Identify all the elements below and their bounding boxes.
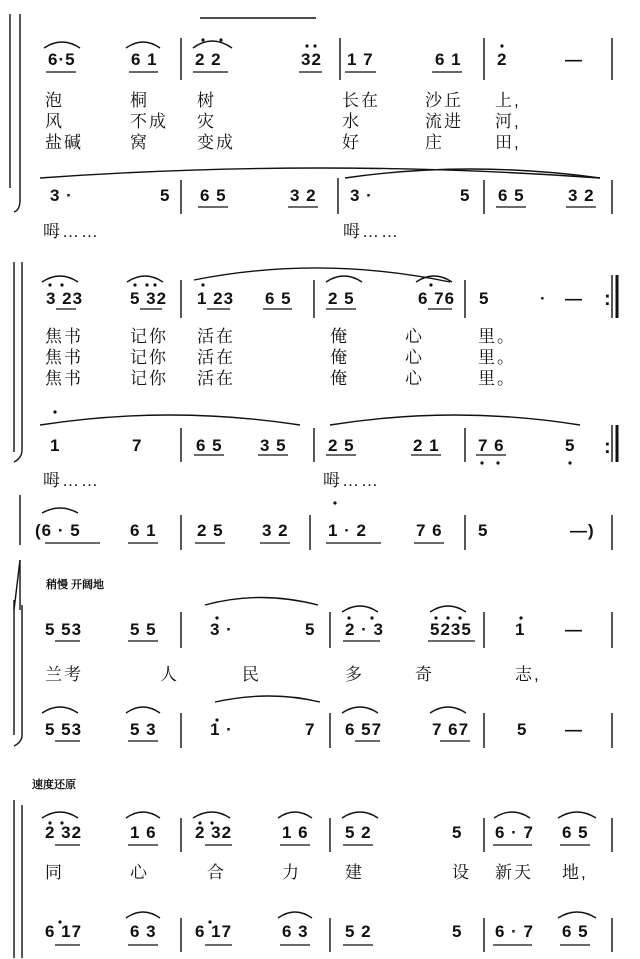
- repeat-mark-upper: :: [604, 288, 611, 310]
- interlude-note-group: 7 6: [416, 521, 443, 540]
- lyric-syllable: 河,: [495, 112, 521, 131]
- note-group: 3 23: [46, 289, 84, 308]
- interlude-note-group: 1 · 2: [328, 521, 368, 540]
- note-group: 3 ·: [350, 186, 373, 205]
- lyric-syllable: 多: [345, 665, 364, 684]
- note-group: ·: [540, 289, 547, 308]
- lyric-syllable: 泡: [45, 91, 64, 110]
- note-group: 1: [515, 620, 526, 639]
- lyric-syllable: 心: [405, 348, 424, 367]
- lyric-syllable: 长在: [342, 91, 380, 110]
- note-group: 6 5: [562, 922, 589, 941]
- lyric-syllable: 呣……: [343, 222, 400, 241]
- note-group: 1: [50, 436, 61, 455]
- lyric-syllable: 桐: [130, 91, 149, 110]
- note-group: 6 5: [200, 186, 227, 205]
- note-group: 2 · 3: [345, 620, 385, 639]
- note-group: 2 5: [328, 289, 355, 308]
- note-group: —: [565, 720, 583, 739]
- lyric-syllable: 俺: [330, 369, 349, 388]
- note-group: 2 5: [328, 436, 355, 455]
- note-group: 6 5: [562, 823, 589, 842]
- lyric-syllable: 奇: [415, 665, 434, 684]
- lyric-syllable: 盐碱: [45, 133, 83, 152]
- note-group: 5: [460, 186, 471, 205]
- lyric-syllable: 人: [160, 665, 179, 684]
- lyric-syllable: 变成: [197, 133, 235, 152]
- lyric-syllable: 流进: [425, 112, 463, 131]
- lyric-syllable: 呣……: [323, 471, 380, 490]
- lyric-syllable: 兰考: [45, 665, 83, 684]
- lyric-syllable: 活在: [197, 327, 235, 346]
- note-group: 6 3: [130, 922, 157, 941]
- note-group: —: [565, 289, 583, 308]
- note-group: 5: [452, 922, 463, 941]
- lyric-syllable: 合: [207, 863, 226, 882]
- note-group: 32: [301, 50, 322, 69]
- note-group: 5: [517, 720, 528, 739]
- lyric-syllable: 记你: [130, 327, 168, 346]
- lyric-syllable: 同: [45, 863, 64, 882]
- note-group: 6 76: [418, 289, 456, 308]
- note-group: 3 ·: [210, 620, 233, 639]
- lyric-syllable: 活在: [197, 369, 235, 388]
- note-group: 6 17: [195, 922, 233, 941]
- lyric-syllable: 焦书: [45, 348, 83, 367]
- lyric-syllable: 里。: [478, 348, 516, 367]
- note-group: 2 32: [195, 823, 233, 842]
- note-group: 2 2: [195, 50, 222, 69]
- lyric-syllable: 俺: [330, 348, 349, 367]
- note-group: 6 5: [196, 436, 223, 455]
- note-group: 1 23: [197, 289, 235, 308]
- lyric-syllable: 记你: [130, 348, 168, 367]
- note-group: 6 1: [435, 50, 462, 69]
- note-group: 5 32: [130, 289, 168, 308]
- lyric-syllable: 庄: [425, 133, 444, 152]
- note-group: 7: [132, 436, 143, 455]
- note-group: 5 53: [45, 620, 83, 639]
- note-group: 3 2: [568, 186, 595, 205]
- note-group: 1 6: [282, 823, 309, 842]
- note-group: 5 2: [345, 823, 372, 842]
- note-group: 5: [305, 620, 316, 639]
- lyric-syllable: 里。: [478, 369, 516, 388]
- lyric-syllable: 俺: [330, 327, 349, 346]
- lyric-syllable: 设: [452, 863, 471, 882]
- lyric-syllable: 地,: [562, 863, 588, 882]
- note-group: 2: [497, 50, 508, 69]
- lyric-syllable: 窝: [130, 133, 149, 152]
- lyric-syllable: 呣……: [43, 222, 100, 241]
- lyric-syllable: 焦书: [45, 327, 83, 346]
- interlude-note-group: 5: [478, 521, 489, 540]
- lyric-syllable: 民: [242, 665, 261, 684]
- note-group: 6 1: [131, 50, 158, 69]
- interlude-note-group: 3 2: [262, 521, 289, 540]
- tempo-marking-slow: 稍慢 开阔地: [46, 579, 105, 591]
- interlude-note-group: —): [570, 521, 595, 540]
- note-group: 2 32: [45, 823, 83, 842]
- lyric-syllable: 志,: [515, 665, 541, 684]
- lyric-syllable: 呣……: [43, 471, 100, 490]
- lyric-syllable: 灾: [197, 112, 216, 131]
- note-group: 5 3: [130, 720, 157, 739]
- note-group: 3 2: [290, 186, 317, 205]
- note-group: 1 7: [347, 50, 374, 69]
- interlude-note-group: 2 5: [197, 521, 224, 540]
- note-group: 1 6: [130, 823, 157, 842]
- note-group: 5 5: [130, 620, 157, 639]
- lyric-syllable: 上,: [495, 91, 521, 110]
- note-group: 5: [452, 823, 463, 842]
- note-group: 6 5: [498, 186, 525, 205]
- note-group: 7: [305, 720, 316, 739]
- note-group: 7 67: [432, 720, 470, 739]
- tempo-marking-restore: 速度还原: [32, 779, 76, 791]
- lyric-syllable: 里。: [478, 327, 516, 346]
- note-group: 5: [160, 186, 171, 205]
- note-group: 3 5: [260, 436, 287, 455]
- note-group: 6·5: [48, 50, 76, 69]
- note-group: 5 53: [45, 720, 83, 739]
- lyric-syllable: 不成: [130, 112, 168, 131]
- note-group: 6 · 7: [495, 823, 535, 842]
- note-group: 5: [479, 289, 490, 308]
- lyric-syllable: 记你: [130, 369, 168, 388]
- note-group: 6 · 7: [495, 922, 535, 941]
- note-group: 2 1: [413, 436, 440, 455]
- note-group: 6 5: [265, 289, 292, 308]
- note-group: —: [565, 50, 583, 69]
- note-group: 5: [565, 436, 576, 455]
- lyric-syllable: 活在: [197, 348, 235, 367]
- note-group: 1 ·: [210, 720, 233, 739]
- lyric-syllable: 田,: [495, 133, 521, 152]
- note-group: 5235: [430, 620, 472, 639]
- lyric-syllable: 水: [342, 112, 361, 131]
- lyric-syllable: 力: [282, 863, 301, 882]
- interlude-note-group: 6 1: [130, 521, 157, 540]
- note-group: 7 6: [478, 436, 505, 455]
- note-group: 5 2: [345, 922, 372, 941]
- lyric-syllable: 心: [405, 327, 424, 346]
- lyric-syllable: 建: [345, 863, 364, 882]
- lyric-syllable: 沙丘: [425, 91, 463, 110]
- lyric-syllable: 好: [342, 133, 361, 152]
- lyric-syllable: 树: [197, 91, 216, 110]
- note-group: 6 17: [45, 922, 83, 941]
- lyric-syllable: 心: [405, 369, 424, 388]
- note-group: 6 57: [345, 720, 383, 739]
- lyric-syllable: 风: [45, 112, 64, 131]
- lyric-syllable: 心: [130, 863, 149, 882]
- note-group: 6 3: [282, 922, 309, 941]
- note-group: 3 ·: [50, 186, 73, 205]
- lyric-syllable: 新天: [495, 863, 533, 882]
- lyric-syllable: 焦书: [45, 369, 83, 388]
- note-group: —: [565, 620, 583, 639]
- repeat-mark-lower: :: [604, 436, 611, 458]
- interlude-note-group: (6 · 5: [35, 521, 81, 540]
